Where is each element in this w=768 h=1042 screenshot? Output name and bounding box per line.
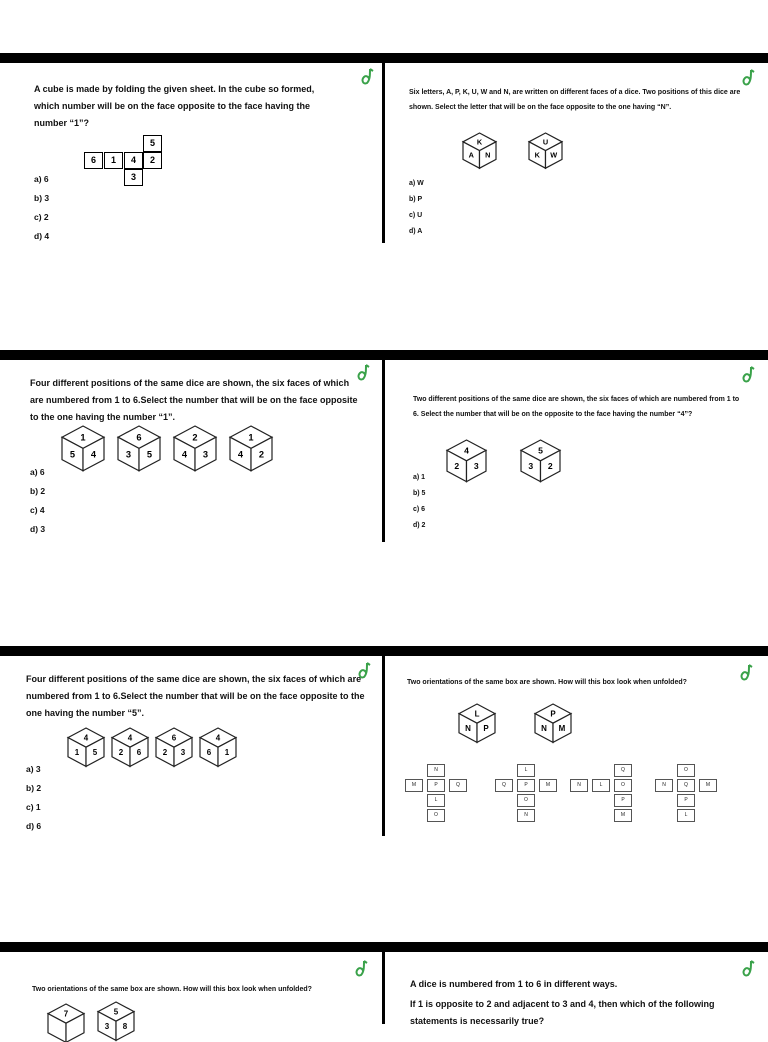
die bbox=[98, 1002, 134, 1040]
unfolded-nets bbox=[405, 764, 745, 826]
die-top-label: U bbox=[542, 137, 549, 147]
dice-figure bbox=[60, 426, 280, 482]
net-cell: M bbox=[405, 779, 423, 792]
option-d[interactable]: d) 2 bbox=[413, 522, 426, 529]
die-left-label: 1 bbox=[74, 747, 80, 757]
die-right-label: P bbox=[483, 723, 489, 733]
net-cell: O bbox=[517, 794, 535, 807]
net-cell: 4 bbox=[124, 152, 143, 169]
net-cell: 2 bbox=[143, 152, 162, 169]
die-left-label: 3 bbox=[125, 449, 132, 460]
brand-logo-icon bbox=[360, 68, 374, 86]
net-cell: M bbox=[699, 779, 717, 792]
die bbox=[535, 704, 571, 742]
net-cell: L bbox=[427, 794, 445, 807]
option-a[interactable]: a) W bbox=[409, 180, 424, 187]
option-b[interactable]: b) P bbox=[409, 196, 423, 203]
net-cell: 1 bbox=[104, 152, 123, 169]
option-b[interactable]: b) 5 bbox=[413, 490, 426, 497]
question-text: Four different positions of the same dice are shown, the six faces of which are numbered from 1 to 6.Select the number that will be on the face opposite to the one having the number “5”. bbox=[26, 674, 365, 718]
die-top-label: 4 bbox=[215, 733, 221, 743]
options-list bbox=[409, 176, 424, 240]
separator-band bbox=[0, 646, 768, 656]
option-a[interactable]: a) 3 bbox=[26, 764, 41, 774]
die-left-label: K bbox=[534, 150, 540, 160]
die-left-label: 4 bbox=[237, 449, 244, 460]
die-left-label: N bbox=[465, 723, 471, 733]
die-right-label: 5 bbox=[92, 747, 98, 757]
net-cell: M bbox=[614, 809, 632, 822]
option-c[interactable]: c) 1 bbox=[26, 802, 41, 812]
options-list bbox=[30, 463, 45, 539]
net-cell: Q bbox=[449, 779, 467, 792]
option-b[interactable]: b) 2 bbox=[30, 486, 46, 496]
option-d[interactable]: d) A bbox=[409, 228, 423, 235]
die-left-label: A bbox=[468, 150, 474, 160]
net-cell: P bbox=[427, 779, 445, 792]
die-top-label: L bbox=[474, 709, 480, 719]
options-list bbox=[34, 170, 49, 246]
net-cell: Q bbox=[614, 764, 632, 777]
option-b[interactable]: b) 3 bbox=[34, 193, 50, 203]
question-text: Two orientations of the same box are shown. How will this box look when unfolded? bbox=[407, 679, 687, 686]
die-left-label: N bbox=[541, 723, 547, 733]
die-left-label: 2 bbox=[118, 747, 124, 757]
net-cell: M bbox=[539, 779, 557, 792]
die-top-label: 7 bbox=[63, 1009, 69, 1019]
die-right-label: 3 bbox=[473, 461, 479, 472]
die-right-label: W bbox=[550, 150, 558, 160]
die bbox=[118, 426, 160, 471]
die-right-label: 5 bbox=[146, 449, 153, 460]
net-cell: P bbox=[677, 794, 695, 807]
option-a[interactable]: a) 6 bbox=[34, 174, 49, 184]
question-text: Two different positions of the same dice are shown, the six faces of which are numbered from 1 to 6. Select the number that will be on the opposite to the face having the number “4”? bbox=[413, 396, 740, 418]
brand-logo-icon bbox=[741, 366, 755, 384]
dice-figure bbox=[443, 438, 583, 488]
die bbox=[200, 728, 236, 766]
option-c[interactable]: c) 4 bbox=[30, 505, 45, 515]
die bbox=[68, 728, 104, 766]
question-card-4 bbox=[385, 360, 768, 542]
net-cell: L bbox=[517, 764, 535, 777]
question-text: Six letters, A, P, K, U, W and N, are written on different faces of a dice. Two positions of this dice are shown. Select the letter that will be on the face opposite to the one having “N”. bbox=[409, 89, 741, 111]
option-d[interactable]: d) 6 bbox=[26, 821, 42, 831]
option-c[interactable]: c) U bbox=[409, 212, 423, 219]
option-d[interactable]: d) 4 bbox=[34, 231, 50, 241]
net-cell: N bbox=[570, 779, 588, 792]
net-cell: N bbox=[517, 809, 535, 822]
die bbox=[174, 426, 216, 471]
die-right-label: 2 bbox=[547, 461, 553, 472]
die-top-label: 5 bbox=[113, 1007, 119, 1017]
option-a[interactable]: a) 6 bbox=[30, 467, 45, 477]
die-left-label: 2 bbox=[454, 461, 460, 472]
brand-logo-icon bbox=[354, 960, 368, 978]
separator-band bbox=[0, 350, 768, 360]
dice-figure bbox=[66, 726, 246, 774]
column-divider bbox=[382, 63, 385, 243]
net-cell: 5 bbox=[143, 135, 162, 152]
die-right-label: 8 bbox=[122, 1021, 128, 1031]
question-text: Four different positions of the same dice are shown, the six faces of which are numbered from 1 to 6.Select the number that will be on the face opposite to the one having the number “1”. bbox=[30, 378, 358, 422]
die-right-label: N bbox=[485, 150, 491, 160]
die-top-label: 2 bbox=[192, 432, 198, 443]
die-top-label: 6 bbox=[171, 733, 177, 743]
net-cell: L bbox=[677, 809, 695, 822]
die-top-label: 4 bbox=[127, 733, 133, 743]
die bbox=[459, 704, 495, 742]
net-cell: P bbox=[517, 779, 535, 792]
die bbox=[156, 728, 192, 766]
net-cell: Q bbox=[495, 779, 513, 792]
question-text: A cube is made by folding the given sheet. In the cube so formed, which number will be on the face opposite to the face having the number “1”? bbox=[34, 84, 315, 128]
dice-figure bbox=[457, 702, 597, 742]
net-cell: O bbox=[614, 779, 632, 792]
dice-figure bbox=[457, 129, 577, 179]
die bbox=[112, 728, 148, 766]
option-a[interactable]: a) 1 bbox=[413, 474, 426, 481]
question-card-8 bbox=[385, 952, 768, 1024]
question-card-2 bbox=[385, 63, 768, 243]
dice-figure bbox=[46, 1002, 156, 1042]
die bbox=[529, 133, 562, 168]
die bbox=[48, 1004, 84, 1042]
option-b[interactable]: b) 2 bbox=[26, 783, 42, 793]
question-card-7 bbox=[0, 952, 382, 1031]
net-cell: 6 bbox=[84, 152, 103, 169]
question-card-5 bbox=[0, 656, 382, 836]
die-right-label: M bbox=[558, 723, 566, 733]
die-left-label: 3 bbox=[528, 461, 534, 472]
option-c[interactable]: c) 6 bbox=[413, 506, 426, 513]
die-right-label: 4 bbox=[90, 449, 97, 460]
net-cell: N bbox=[427, 764, 445, 777]
die-right-label: 3 bbox=[202, 449, 209, 460]
die-left-label: 4 bbox=[181, 449, 188, 460]
option-d[interactable]: d) 3 bbox=[30, 524, 46, 534]
separator-band bbox=[0, 942, 768, 952]
net-cell: 3 bbox=[124, 169, 143, 186]
die bbox=[447, 440, 486, 482]
options-list bbox=[26, 760, 41, 836]
question-card-3 bbox=[0, 360, 382, 542]
die-top-label: K bbox=[476, 137, 483, 147]
question-text: A dice is numbered from 1 to 6 in different ways. bbox=[410, 979, 618, 989]
die-left-label: 5 bbox=[69, 449, 76, 460]
separator-band bbox=[0, 53, 768, 63]
net-cell: N bbox=[655, 779, 673, 792]
die-right-label: 2 bbox=[258, 449, 265, 460]
net-cell: Q bbox=[677, 779, 695, 792]
net-cell: L bbox=[592, 779, 610, 792]
die-top-label: 6 bbox=[136, 432, 142, 443]
net-cell: O bbox=[677, 764, 695, 777]
options-list bbox=[413, 470, 425, 534]
question-card-1 bbox=[0, 63, 385, 243]
die-top-label: 1 bbox=[80, 432, 86, 443]
question-text: Two orientations of the same box are shown. How will this box look when unfolded? bbox=[32, 986, 312, 993]
option-c[interactable]: c) 2 bbox=[34, 212, 49, 222]
die-right-label: 3 bbox=[180, 747, 186, 757]
die-right-label: 6 bbox=[136, 747, 142, 757]
die-top-label: 4 bbox=[83, 733, 89, 743]
die-left-label: 2 bbox=[162, 747, 168, 757]
die bbox=[230, 426, 272, 471]
die-right-label: 1 bbox=[224, 747, 230, 757]
die bbox=[62, 426, 104, 471]
die bbox=[463, 133, 496, 168]
question-card-6 bbox=[385, 656, 768, 836]
die bbox=[521, 440, 560, 482]
die-left-label: 3 bbox=[104, 1021, 110, 1031]
net-cell: P bbox=[614, 794, 632, 807]
die-top-label: 1 bbox=[248, 432, 254, 443]
die-top-label: 5 bbox=[538, 445, 543, 456]
die-top-label: P bbox=[550, 709, 556, 719]
die-top-label: 4 bbox=[464, 445, 469, 456]
question-text-2: If 1 is opposite to 2 and adjacent to 3 and 4, then which of the following statements is necessarily true? bbox=[410, 999, 715, 1026]
net-cell: O bbox=[427, 809, 445, 822]
die-left-label: 6 bbox=[206, 747, 212, 757]
